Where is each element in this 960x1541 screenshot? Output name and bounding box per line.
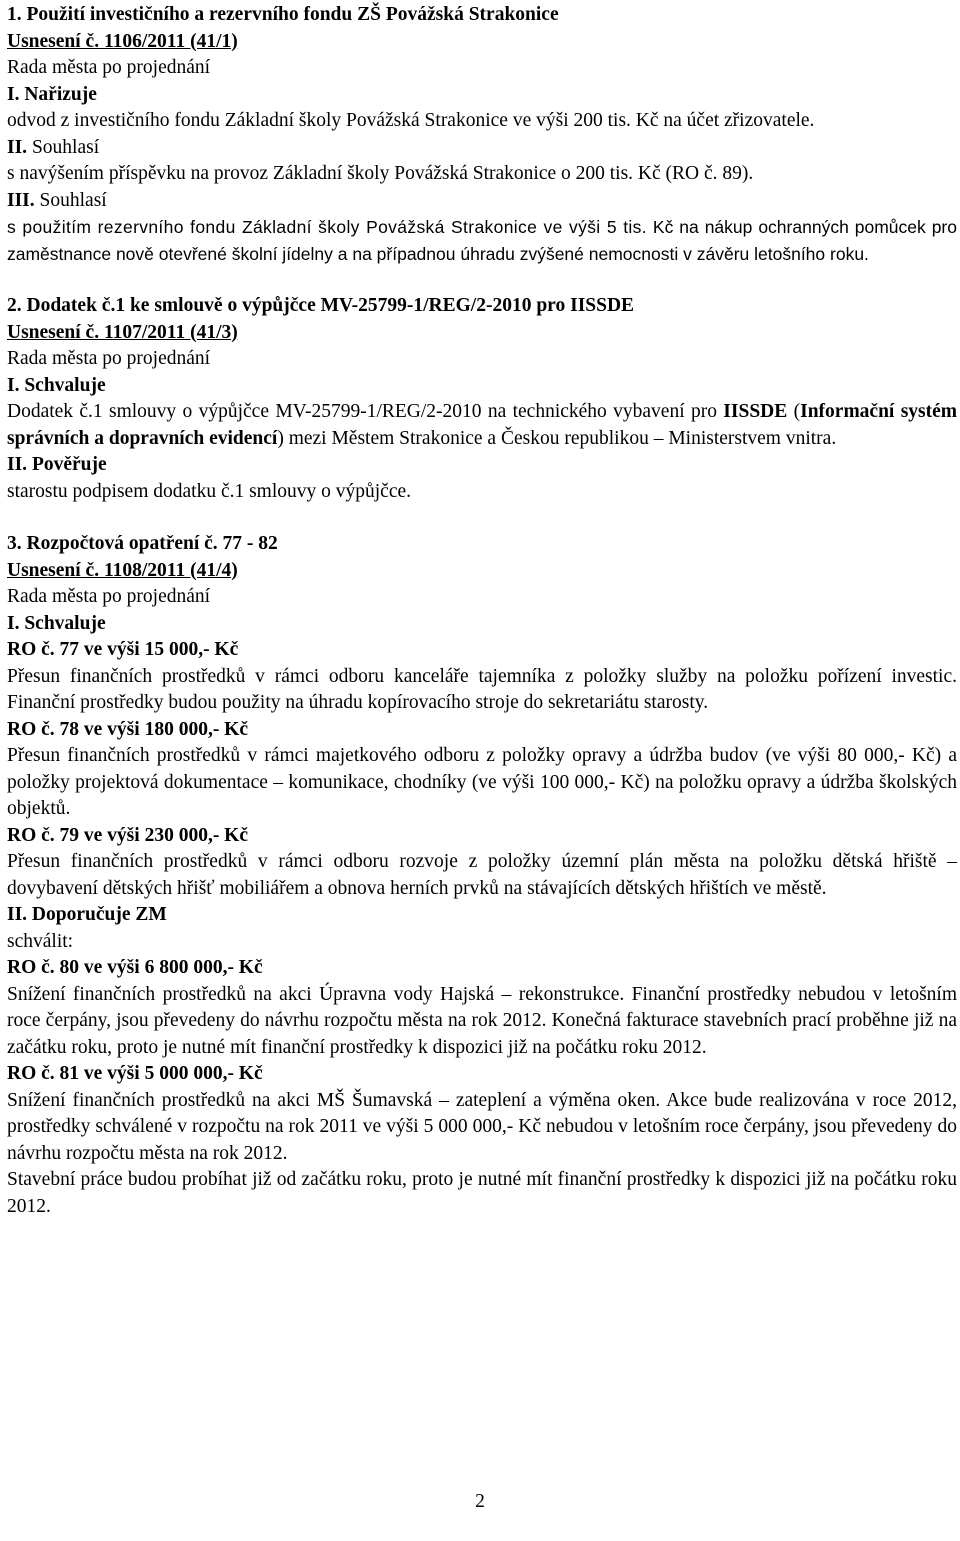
document-page bbox=[7, 2, 957, 1220]
ro-80-title: RO č. 80 ve výši 6 800 000,- Kč bbox=[7, 957, 263, 978]
section-2-item-2-word: Pověřuje bbox=[31, 454, 107, 475]
section-2-item-1-text-e: ) mezi Městem Strakonice a Českou republikou – Ministerstvem vnitra. bbox=[277, 427, 837, 449]
section-2-item-2-label bbox=[7, 452, 957, 479]
section-2-item-1-text bbox=[7, 399, 957, 452]
section-3-rada: Rada města po projednání bbox=[7, 586, 211, 607]
ro-79-title: RO č. 79 ve výši 230 000,- Kč bbox=[7, 824, 249, 846]
section-1-item-2-word: Souhlasí bbox=[31, 136, 100, 158]
section-1-item-3-text bbox=[7, 214, 957, 267]
ro-80-text: Snížení finančních prostředků na akci Úpravna vody Hajská – rekonstrukce. Finanční prostředky nebudou v letošním roce čerpány, jsou převedeny do návrhu rozpočtu města na rok 2012. Konečná fakturace stavebních prací proběhne již na začátku roku, proto je nutné mít finanční prostředky k dispozici již na počátku roku 2012. bbox=[7, 983, 957, 1058]
section-1-item-1-label: I. Nařizuje bbox=[7, 83, 97, 105]
section-2-usneseni: Usnesení č. 1107/2011 (41/3) bbox=[7, 321, 238, 343]
section-1-item-3-text-a: s použitím rezervního fondu Základní školy Povážská Strakonice ve výši 5 tis. bbox=[7, 217, 647, 237]
section-3-schvalit: schválit: bbox=[7, 930, 74, 952]
section-1-rada: Rada města po projednání bbox=[7, 57, 211, 78]
section-2-item-1-text-b: IISSDE bbox=[723, 401, 788, 422]
spacer bbox=[7, 505, 957, 531]
section-1-item-2-num: II. bbox=[7, 136, 28, 158]
ro-78-text: Přesun finančních prostředků v rámci majetkového odboru z položky opravy a údržba budov (ve výši 80 000,- Kč) a položky projektová dokumentace – komunikace, chodníky (ve výši 100 000,- Kč) na položku opravy a údržba školských objektů. bbox=[7, 745, 957, 819]
section-2-item-1-label: I. Schvaluje bbox=[7, 374, 106, 396]
section-1-item-1-text: odvod z investičního fondu Základní školy Povážská Strakonice ve výši 200 tis. Kč na účet zřizovatele. bbox=[7, 110, 815, 131]
ro-79-text: Přesun finančních prostředků v rámci odboru rozvoje z položky územní plán města na položku dětská hřiště – dovybavení dětských hřišť mobiliářem a obnova herních prvků na stávajících dětských hřištích ve městě. bbox=[7, 851, 957, 899]
section-2-heading: 2. Dodatek č.1 ke smlouvě o výpůjčce MV-25799-1/REG/2-2010 pro IISSDE bbox=[7, 295, 635, 316]
section-3-usneseni: Usnesení č. 1108/2011 (41/4) bbox=[7, 559, 238, 581]
section-1-item-3-label bbox=[7, 188, 957, 215]
section-1-item-3-text-b: Kč na nákup ochranných pomůcek pro zaměstnance nově otevřené školní jídelny a na případnou úhradu zvýšené nemocnosti v závěru letošního roku. bbox=[7, 217, 957, 264]
section-2-rada: Rada města po projednání bbox=[7, 348, 211, 369]
section-2-item-1-text-a: Dodatek č.1 smlouvy o výpůjčce MV-25799-1/REG/2-2010 na technického vybavení pro bbox=[7, 401, 717, 422]
section-1-usneseni: Usnesení č. 1106/2011 (41/1) bbox=[7, 30, 238, 52]
section-3-heading: 3. Rozpočtová opatření č. 77 - 82 bbox=[7, 533, 278, 554]
section-1-heading: 1. Použití investičního a rezervního fondu ZŠ Povážská Strakonice bbox=[7, 4, 559, 25]
section-3-schvaluje: I. Schvaluje bbox=[7, 612, 106, 634]
section-2-item-2-num: II. bbox=[7, 454, 28, 475]
ro-81-text-2: Stavební práce budou probíhat již od začátku roku, proto je nutné mít finanční prostředky k dispozici již na počátku roku 2012. bbox=[7, 1169, 957, 1217]
section-1-item-3-num: III. bbox=[7, 189, 35, 211]
ro-77-text: Přesun finančních prostředků v rámci odboru kanceláře tajemníka z položky služby na položku pořízení investic. Finanční prostředky budou použity na úhradu kopírovacího stroje do sekretariátu starosty. bbox=[7, 665, 957, 713]
section-3-doporucuje: II. Doporučuje ZM bbox=[7, 904, 167, 925]
section-2-item-1-text-d: Informační systém správních a dopravních evidencí bbox=[7, 401, 958, 449]
section-2-item-1-text-c: ( bbox=[793, 401, 801, 422]
section-2-item-2-text: starostu podpisem dodatku č.1 smlouvy o výpůjčce. bbox=[7, 480, 412, 502]
ro-81-text: Snížení finančních prostředků na akci MŠ Šumavská – zateplení a výměna oken. Akce bude realizována v roce 2012, prostředky schválené v rozpočtu na rok 2011 ve výši 5 000 000,- Kč nebudou v letošním roce čerpány, jsou převedeny do návrhu rozpočtu města na rok 2012. bbox=[7, 1089, 957, 1164]
section-1-item-2-label bbox=[7, 135, 957, 162]
spacer bbox=[7, 267, 957, 293]
section-1-item-3-word: Souhlasí bbox=[39, 189, 107, 211]
section-1-item-2-text: s navýšením příspěvku na provoz Základní školy Povážská Strakonice o 200 tis. Kč (RO č. 89). bbox=[7, 163, 754, 184]
ro-81-title: RO č. 81 ve výši 5 000 000,- Kč bbox=[7, 1063, 263, 1084]
ro-77-title: RO č. 77 ve výši 15 000,- Kč bbox=[7, 639, 239, 660]
ro-78-title: RO č. 78 ve výši 180 000,- Kč bbox=[7, 718, 249, 740]
page-number: 2 bbox=[475, 1491, 485, 1512]
